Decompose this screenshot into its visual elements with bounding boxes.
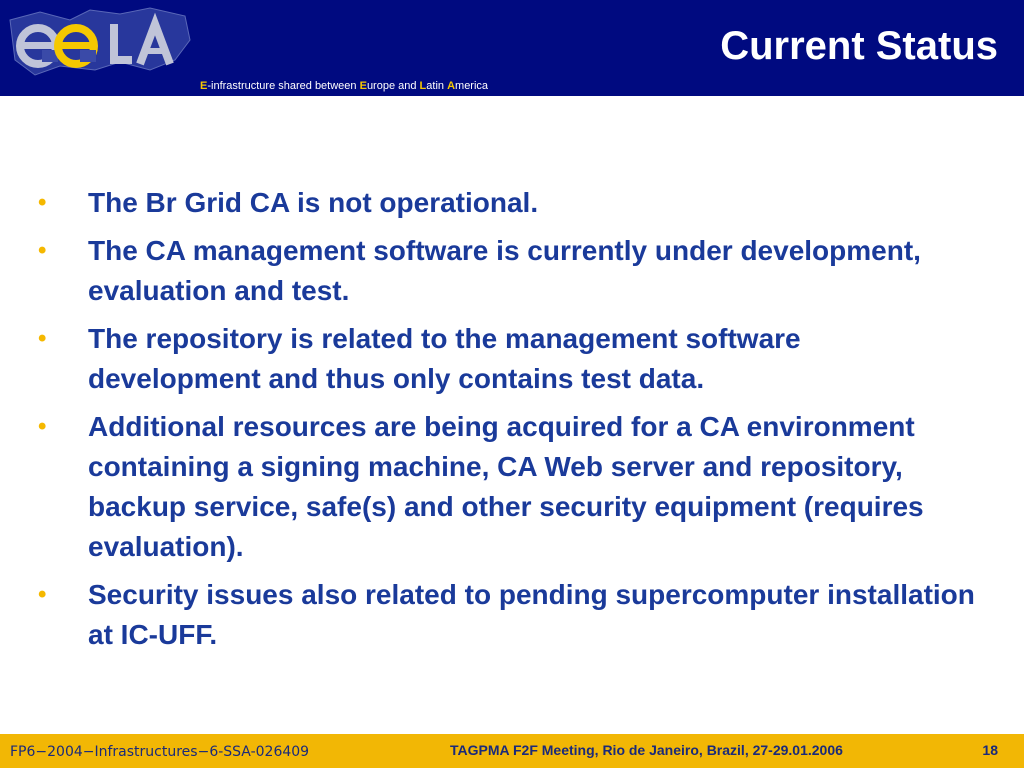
bullet-icon: •	[38, 325, 47, 352]
bullet-item	[30, 231, 980, 311]
bullet-item	[30, 575, 980, 655]
bullet-text: Security issues also related to pending supercomputer installation at IC-UFF.	[88, 579, 975, 650]
header-bar	[0, 0, 1024, 96]
bullet-icon: •	[38, 581, 47, 608]
page-number: 18	[982, 742, 998, 758]
bullet-item	[30, 319, 980, 399]
tagline-part4: merica	[455, 80, 489, 92]
footer-meeting: TAGPMA F2F Meeting, Rio de Janeiro, Brazil, 27-29.01.2006	[450, 742, 843, 758]
bullet-text: The repository is related to the management software development and thus only contains test data.	[88, 323, 801, 394]
tagline-europe-initial: E	[359, 80, 367, 92]
tagline	[200, 80, 488, 92]
eela-logo	[0, 0, 200, 90]
bullet-text: Additional resources are being acquired for a CA environment containing a signing machine, CA Web server and repository, backup service, safe(s) and other security equipment (requires evaluation).	[88, 411, 924, 562]
slide-title: Current Status	[720, 24, 998, 68]
bullet-item	[30, 407, 980, 567]
bullet-icon: •	[38, 413, 47, 440]
tagline-part2: urope and	[366, 80, 420, 92]
bullet-text: The Br Grid CA is not operational.	[88, 187, 539, 218]
tagline-america-initial: A	[447, 80, 456, 92]
bullet-item	[30, 183, 980, 223]
tagline-e: E	[200, 80, 208, 92]
bullet-list	[30, 183, 980, 663]
tagline-part3: atin	[426, 80, 448, 92]
bullet-icon: •	[38, 237, 47, 264]
tagline-part1: -infrastructure shared between	[207, 80, 360, 92]
footer-bar	[0, 734, 1024, 768]
bullet-text: The CA management software is currently under development, evaluation and test.	[88, 235, 921, 306]
footer-project-id: FP6−2004−Infrastructures−6-SSA-026409	[10, 744, 310, 760]
tagline-latin-initial: L	[419, 80, 427, 92]
bullet-icon: •	[38, 189, 47, 216]
